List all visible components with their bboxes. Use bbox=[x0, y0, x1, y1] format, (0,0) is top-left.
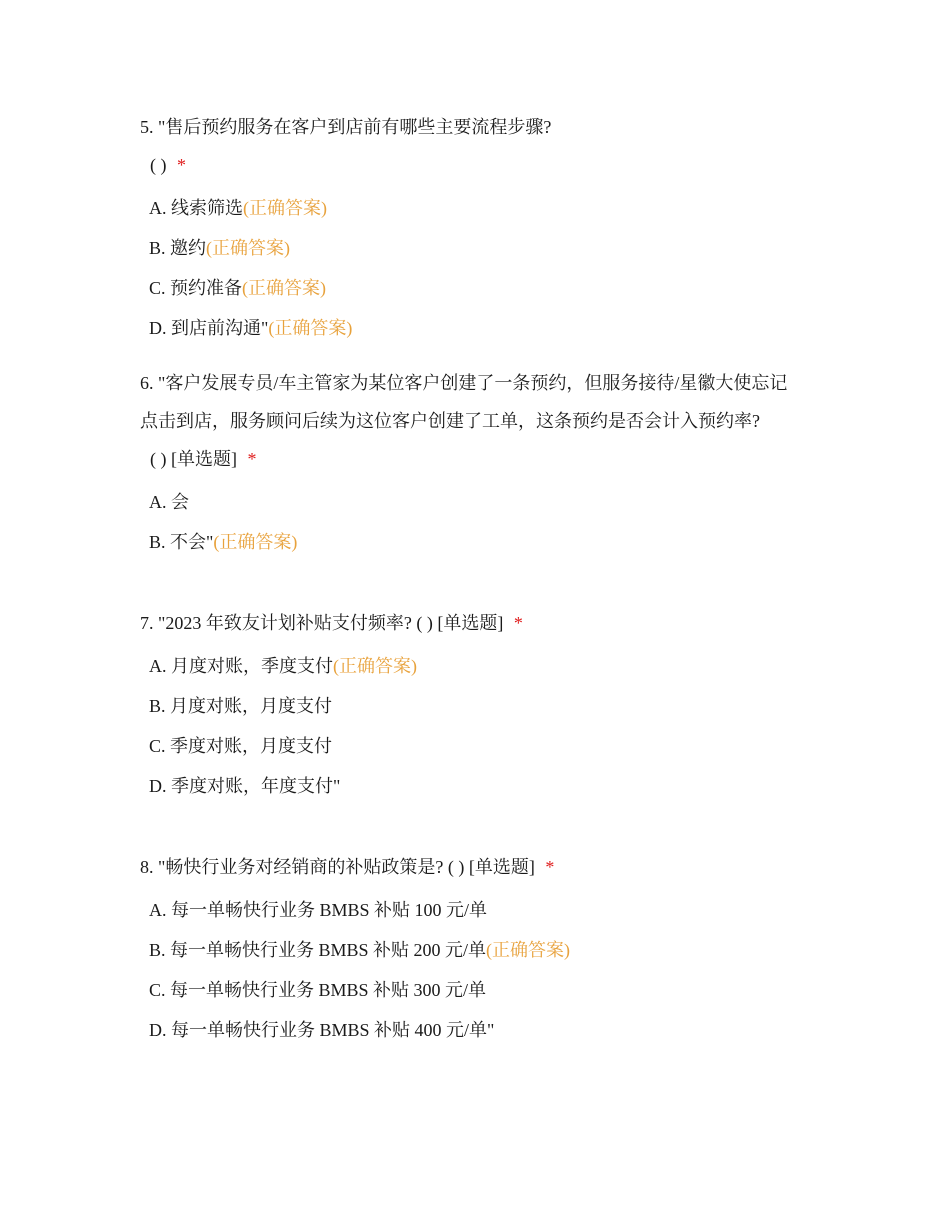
quiz-document bbox=[140, 108, 820, 1050]
correct-answer-tag: (正确答案) bbox=[486, 940, 571, 960]
question-8 bbox=[140, 848, 820, 1050]
correct-answer-tag: (正确答案) bbox=[213, 532, 298, 552]
option-c: C. 季度对账，月度支付 bbox=[149, 736, 333, 756]
option-b: B. 每一单畅快行业务 BMBS 补贴 200 元/单(正确答案) bbox=[149, 940, 571, 960]
option-c: C. 预约准备(正确答案) bbox=[149, 278, 327, 298]
correct-answer-tag: (正确答案) bbox=[268, 318, 353, 338]
option-list bbox=[140, 188, 820, 348]
correct-answer-tag: (正确答案) bbox=[242, 278, 327, 298]
option-b: B. 不会"(正确答案) bbox=[149, 532, 298, 552]
option-a: A. 会 bbox=[149, 492, 189, 512]
required-marker: * bbox=[545, 857, 555, 877]
question-title: 7. "2023 年致友计划补贴支付频率? ( ) [单选题] * bbox=[140, 613, 523, 633]
question-title: 6. "客户发展专员/车主管家为某位客户创建了一条预约，但服务接待/星徽大使忘记 点击到店，服务顾问后续为这位客户创建了工单，这条预约是否会计入预约率? bbox=[140, 373, 788, 431]
correct-answer-tag: (正确答案) bbox=[333, 656, 417, 676]
required-marker: * bbox=[177, 155, 186, 175]
option-c: C. 每一单畅快行业务 BMBS 补贴 300 元/单 bbox=[149, 980, 487, 1000]
option-d: D. 每一单畅快行业务 BMBS 补贴 400 元/单" bbox=[149, 1020, 495, 1040]
question-answer-blank: ( ) [单选题] * bbox=[150, 449, 257, 469]
option-list bbox=[140, 646, 820, 806]
question-title: 5. "售后预约服务在客户到店前有哪些主要流程步骤? bbox=[140, 117, 552, 137]
question-answer-blank: ( ) * bbox=[150, 155, 186, 175]
option-b: B. 月度对账，月度支付 bbox=[149, 696, 333, 716]
option-d: D. 到店前沟通"(正确答案) bbox=[149, 318, 353, 338]
question-7 bbox=[140, 604, 820, 806]
correct-answer-tag: (正确答案) bbox=[243, 198, 327, 218]
option-a: A. 月度对账，季度支付(正确答案) bbox=[149, 656, 417, 676]
correct-answer-tag: (正确答案) bbox=[206, 238, 291, 258]
option-d: D. 季度对账，年度支付" bbox=[149, 776, 341, 796]
required-marker: * bbox=[247, 449, 257, 469]
question-5 bbox=[140, 108, 820, 348]
option-a: A. 线索筛选(正确答案) bbox=[149, 198, 327, 218]
question-6 bbox=[140, 364, 820, 562]
question-title: 8. "畅快行业务对经销商的补贴政策是? ( ) [单选题] * bbox=[140, 857, 555, 877]
option-list bbox=[140, 890, 820, 1050]
option-a: A. 每一单畅快行业务 BMBS 补贴 100 元/单 bbox=[149, 900, 488, 920]
option-b: B. 邀约(正确答案) bbox=[149, 238, 291, 258]
option-list bbox=[140, 482, 820, 562]
required-marker: * bbox=[513, 613, 523, 633]
